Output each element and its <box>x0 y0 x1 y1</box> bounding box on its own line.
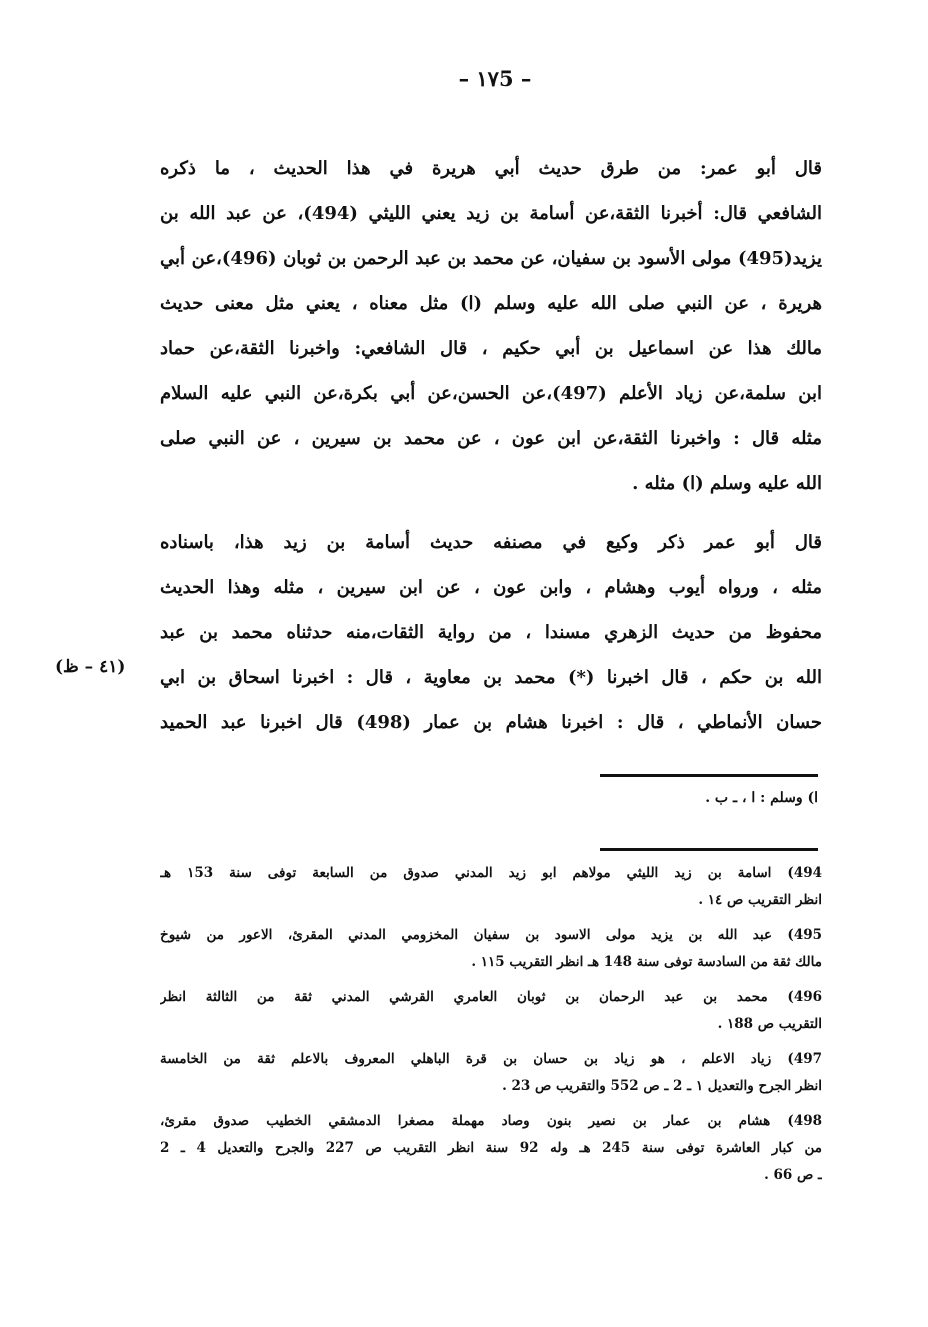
text-line: محفوظ من حديث الزهري مسندا ، من رواية الثقات،منه حدثناه محمد بن عبد <box>160 622 822 643</box>
footnote-line: ـ ص 66 . <box>764 1167 822 1183</box>
footnote-497 <box>160 1046 822 1100</box>
footnote-494 <box>160 860 822 914</box>
text-line: ابن سلمة،عن زياد الأعلم (497)،عن الحسن،عن أبي بكرة،عن النبي عليه السلام <box>160 383 822 404</box>
footnote-496 <box>160 984 822 1038</box>
text-line: حسان الأنماطي ، قال : اخبرنا هشام بن عمار (498) قال اخبرنا عبد الحميد <box>160 712 822 733</box>
margin-folio-note: (٤١ – ظ) <box>55 657 126 677</box>
text-line: هريرة ، عن النبي صلى الله عليه وسلم (ا) مثل معناه ، يعني مثل معنى حديث <box>160 293 822 314</box>
footnote-line: 496) محمد بن عبد الرحمان بن ثوبان العامري القرشي المدني ثقة من الثالثة انظر <box>160 989 822 1005</box>
footnote-line: انظر الجرح والتعديل ١ ـ 2 ـ ص 552 والتقريب ص 23 . <box>502 1078 822 1094</box>
footnote-495 <box>160 922 822 976</box>
variant-reading-note: ا) وسلم : ا ، ـ ب . <box>705 790 818 806</box>
text-line: قال أبو عمر: من طرق حديث أبي هريرة في هذا الحديث ، ما ذكره <box>160 158 822 179</box>
footnote-line: مالك ثقة من السادسة توفى سنة 148 هـ انظر التقريب ١١5 . <box>471 954 822 970</box>
footnote-line: 495) عبد الله بن يزيد مولى الاسود بن سفيان المخزومي المدني المقرئ، الاعور من شيوخ <box>160 927 822 943</box>
text-line: قال أبو عمر ذكر وكيع في مصنفه حديث أسامة بن زيد هذا، باسناده <box>160 532 822 553</box>
footnotes <box>160 860 822 1197</box>
text-line: يزيد(495) مولى الأسود بن سفيان، عن محمد بن عبد الرحمن بن ثوبان (496)،عن أبي <box>160 248 822 269</box>
footnote-line: 494) اسامة بن زيد الليثي مولاهم ابو زيد المدني صدوق من السابعة توفى سنة ١53 هـ <box>160 865 822 881</box>
footnote-divider <box>600 848 818 851</box>
footnote-498 <box>160 1108 822 1189</box>
text-line: مثله قال : واخبرنا الثقة،عن ابن عون ، عن محمد بن سيرين ، عن النبي صلى <box>160 428 822 449</box>
text-line: الله عليه وسلم (ا) مثله . <box>632 473 822 494</box>
footnote-line: 497) زياد الاعلم ، هو زياد بن حسان بن قرة الباهلي المعروف بالاعلم ثقة من الخامسة <box>160 1051 822 1067</box>
text-line: الشافعي قال: أخبرنا الثقة،عن أسامة بن زيد يعني الليثي (494)، عن عبد الله بن <box>160 203 822 224</box>
paragraph-2 <box>160 520 822 745</box>
page-number: – ١٧5 – <box>458 66 532 91</box>
text-line: مثله ، ورواه أيوب وهشام ، وابن عون ، عن ابن سيرين ، مثله وهذا الحديث <box>160 577 822 598</box>
footnote-line: من كبار العاشرة توفى سنة 245 هـ وله 92 سنة انظر التقريب ص 227 والجرح والتعديل 4 ـ 2 <box>160 1140 822 1156</box>
text-line: الله بن حكم ، قال اخبرنا (*) محمد بن معاوية ، قال : اخبرنا اسحاق بن ابي <box>160 667 822 688</box>
paragraph-1 <box>160 146 822 506</box>
text-line: مالك هذا عن اسماعيل بن أبي حكيم ، قال الشافعي: واخبرنا الثقة،عن حماد <box>160 338 822 359</box>
footnote-line: 498) هشام بن عمار بن نصير بنون وصاد مهملة مصغرا الدمشقي الخطيب صدوق مقرئ، <box>160 1113 822 1129</box>
footnote-divider <box>600 774 818 777</box>
footnote-line: التقريب ص ١88 . <box>717 1016 822 1032</box>
footnote-line: انظر التقريب ص ١٤ . <box>698 892 822 908</box>
